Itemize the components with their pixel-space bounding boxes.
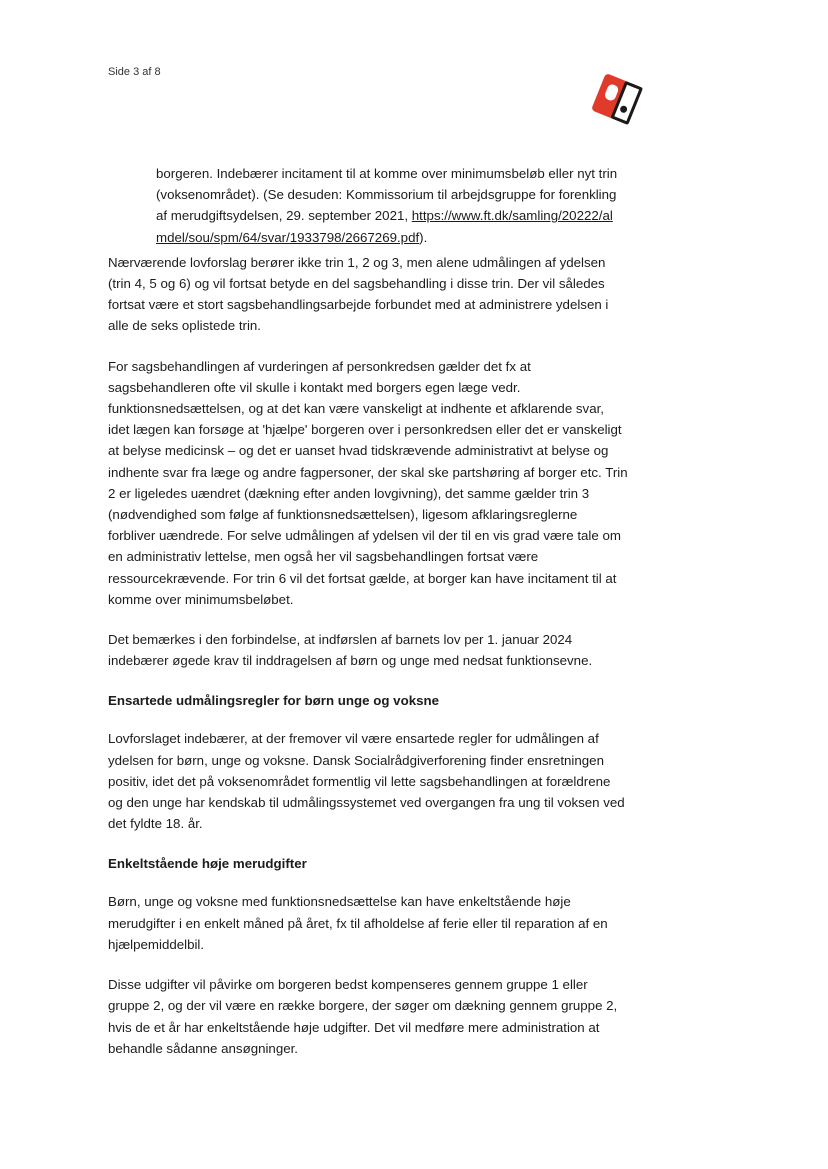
paragraph: Nærværende lovforslag berører ikke trin 1, 2 og 3, men alene udmålingen af ydelsen (trin 4, 5 og 6) og vil fortsat betyde en del sagsbehandling i disse trin. Der vil således fortsat være et stort sagsbehandlingsarbejde forbundet med at administrere ydelsen i alle de seks oplistede trin.: [108, 254, 609, 334]
section-heading: Ensartede udmålingsregler for børn unge og voksne: [108, 693, 440, 709]
continued-list-item: [156, 163, 622, 248]
paragraph: Lovforslaget indebærer, at der fremover vil være ensartede regler for udmålingen af ydelsen for børn, unge og voksne. Dansk Socialrådgiverforening finder ensretningen positiv, idet det på voksenområdet formentlig vil lette sagsbehandlingen at forældrene og den unge har kendskab til udmålingssystemet ved overgangen fra ung til voksen ved det fyldte 18. år.: [108, 731, 625, 832]
document-body: [108, 163, 628, 1078]
continued-item-suffix: ).: [419, 229, 428, 245]
paragraph: Det bemærkes i den forbindelse, at indførslen af barnets lov per 1. januar 2024 indebærer øgede krav til inddragelsen af børn og unge med nedsat funktionsevne.: [108, 632, 593, 669]
section-heading: Enkeltstående høje merudgifter: [108, 856, 307, 872]
continued-item-text: borgeren. Indebærer incitament til at komme over minimumsbeløb eller nyt trin (voksenområdet). (Se desuden: Kommissorium til arbejdsgruppe for forenkling af merudgiftsydelsen, 29. september 2021,: [156, 166, 618, 224]
paragraph: For sagsbehandlingen af vurderingen af personkredsen gælder det fx at sagsbehandleren ofte vil skulle i kontakt med borgers egen læge vedr. funktionsnedsættelsen, og at det kan være vanskeligt at indhente et afklarende svar, idet lægen kan forsøge at 'hjælpe' borgeren over i personkredsen eller det er vanskeligt at belyse medicinsk – og det er uanset hvad tidskrævende administrativt at belyse og indhente svar fra læge og andre fagpersoner, der skal ske partshøring af borger etc. Trin 2 er ligeledes uændret (dækning efter anden lovgivning), det samme gælder trin 3 (nødvendighed som følge af funktionsnedsættelsen), ligesom afklaringsreglerne forbliver uændrede. For selve udmålingen af ydelsen vil der til en vis grad være tale om en administrativ lettelse, men også her vil sagsbehandlingen fortsat være ressourcekrævende. For trin 6 vil det fortsat gælde, at borger kan have incitament til at komme over minimumsbeløbet.: [108, 358, 628, 607]
page-number: Side 3 af 8: [108, 66, 161, 78]
paragraph: Disse udgifter vil påvirke om borgeren bedst kompenseres gennem gruppe 1 eller gruppe 2, og der vil være en række borgere, der søger om dækning gennem gruppe 2, hvis de et år har enkeltstående høje udgifter. Det vil medføre mere administration at behandle sådanne ansøgninger.: [108, 977, 618, 1056]
reference-link[interactable]: https://www.ft.dk/samling/20222/almdel/sou/spm/64/svar/1933798/2667269.pdf: [156, 208, 613, 245]
paragraph: Børn, unge og voksne med funktionsnedsættelse kan have enkeltstående høje merudgifter i en enkelt måned på året, fx til afholdelse af ferie eller til reparation af en hjælpemiddelbil.: [108, 894, 608, 952]
organization-logo-icon: [588, 70, 646, 128]
